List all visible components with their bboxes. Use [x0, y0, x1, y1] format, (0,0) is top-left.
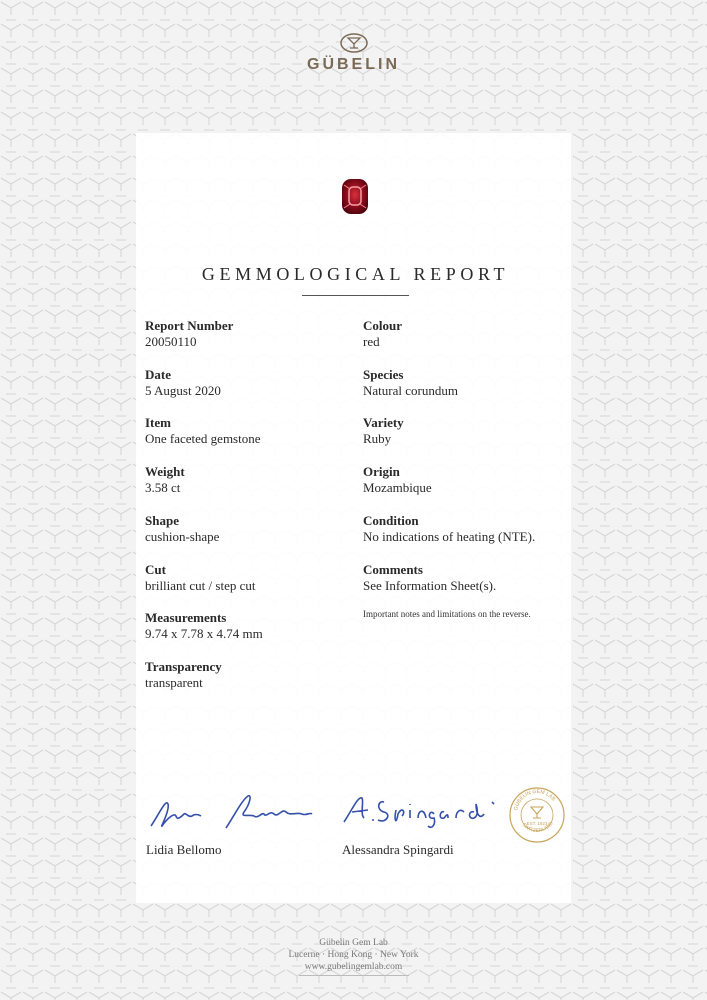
- signature-a-spingardi: [340, 790, 510, 830]
- field-label: Colour: [363, 318, 402, 333]
- field-label: Date: [145, 366, 171, 382]
- field-value: No indications of heating (NTE).: [363, 528, 536, 544]
- field-value: transparent: [145, 674, 203, 690]
- field-value: red: [363, 334, 380, 349]
- brand-name: GÜBELIN: [307, 56, 400, 73]
- seal-text-top: GÜBELIN GEM LAB: [513, 788, 557, 812]
- field-value: brilliant cut / step cut: [145, 577, 256, 593]
- lab-seal-stamp: [509, 783, 565, 847]
- title-divider: [302, 295, 409, 296]
- field-variety: [363, 415, 404, 447]
- field-value: 3.58 ct: [145, 480, 181, 496]
- field-label: Species: [363, 366, 404, 382]
- field-label: Report Number: [145, 318, 234, 333]
- field-transparency: [145, 659, 222, 691]
- field-comments: [363, 562, 496, 594]
- svg-text:GÜBELIN GEM LAB: [513, 789, 556, 811]
- field-value: cushion-shape: [145, 528, 220, 544]
- field-weight: [145, 464, 185, 496]
- seal-established: EST. 1923: [526, 821, 548, 826]
- field-value: One faceted gemstone: [145, 431, 261, 447]
- footer-website-link[interactable]: www.gubelingemlab.com: [304, 962, 403, 972]
- field-value: Ruby: [363, 431, 392, 447]
- field-value: 20050110: [145, 334, 197, 349]
- field-label: Origin: [363, 464, 400, 480]
- footer-divider: [299, 975, 409, 976]
- field-species: [363, 367, 458, 399]
- field-value: 5 August 2020: [145, 382, 221, 398]
- field-condition: [363, 513, 535, 545]
- report-title: GEMMOLOGICAL REPORT: [201, 264, 510, 284]
- field-label: Shape: [145, 512, 179, 528]
- field-shape: [145, 513, 219, 545]
- field-label: Transparency: [145, 658, 222, 674]
- field-cut: [145, 562, 255, 594]
- seal-text-bottom: SWITZERLAND: [520, 820, 555, 834]
- field-label: Weight: [145, 464, 185, 480]
- field-origin: [363, 464, 432, 496]
- reverse-note: Important notes and limitations on the reverse.: [363, 609, 531, 619]
- field-value: Mozambique: [363, 480, 432, 496]
- gubelin-emblem-icon: [339, 32, 369, 54]
- footer: [0, 937, 707, 976]
- field-label: Item: [145, 415, 171, 431]
- field-measurements: [145, 610, 263, 642]
- ruby-gemstone-image: [340, 177, 370, 217]
- field-value: Natural corundum: [363, 382, 458, 398]
- field-item: [145, 415, 261, 447]
- footer-lab-name: Gübelin Gem Lab: [319, 938, 388, 948]
- field-label: Measurements: [145, 610, 227, 626]
- field-value: See Information Sheet(s).: [363, 577, 497, 593]
- field-colour: [363, 318, 402, 350]
- field-label: Comments: [363, 561, 423, 577]
- field-label: Condition: [363, 512, 419, 528]
- signatory-name-1: Lidia Bellomo: [146, 842, 222, 857]
- field-value: 9.74 x 7.78 x 4.74 mm: [145, 626, 263, 642]
- seal-emblem-icon: [531, 807, 543, 818]
- field-date: [145, 367, 221, 399]
- signatory-name-2: Alessandra Spingardi: [342, 842, 454, 857]
- field-label: Cut: [145, 561, 166, 577]
- field-label: Variety: [363, 415, 404, 431]
- footer-locations: Lucerne · Hong Kong · New York: [288, 950, 419, 960]
- brand-logo: [0, 32, 707, 74]
- signature-lidia-bellomo: [146, 786, 316, 836]
- field-report-number: [145, 318, 233, 350]
